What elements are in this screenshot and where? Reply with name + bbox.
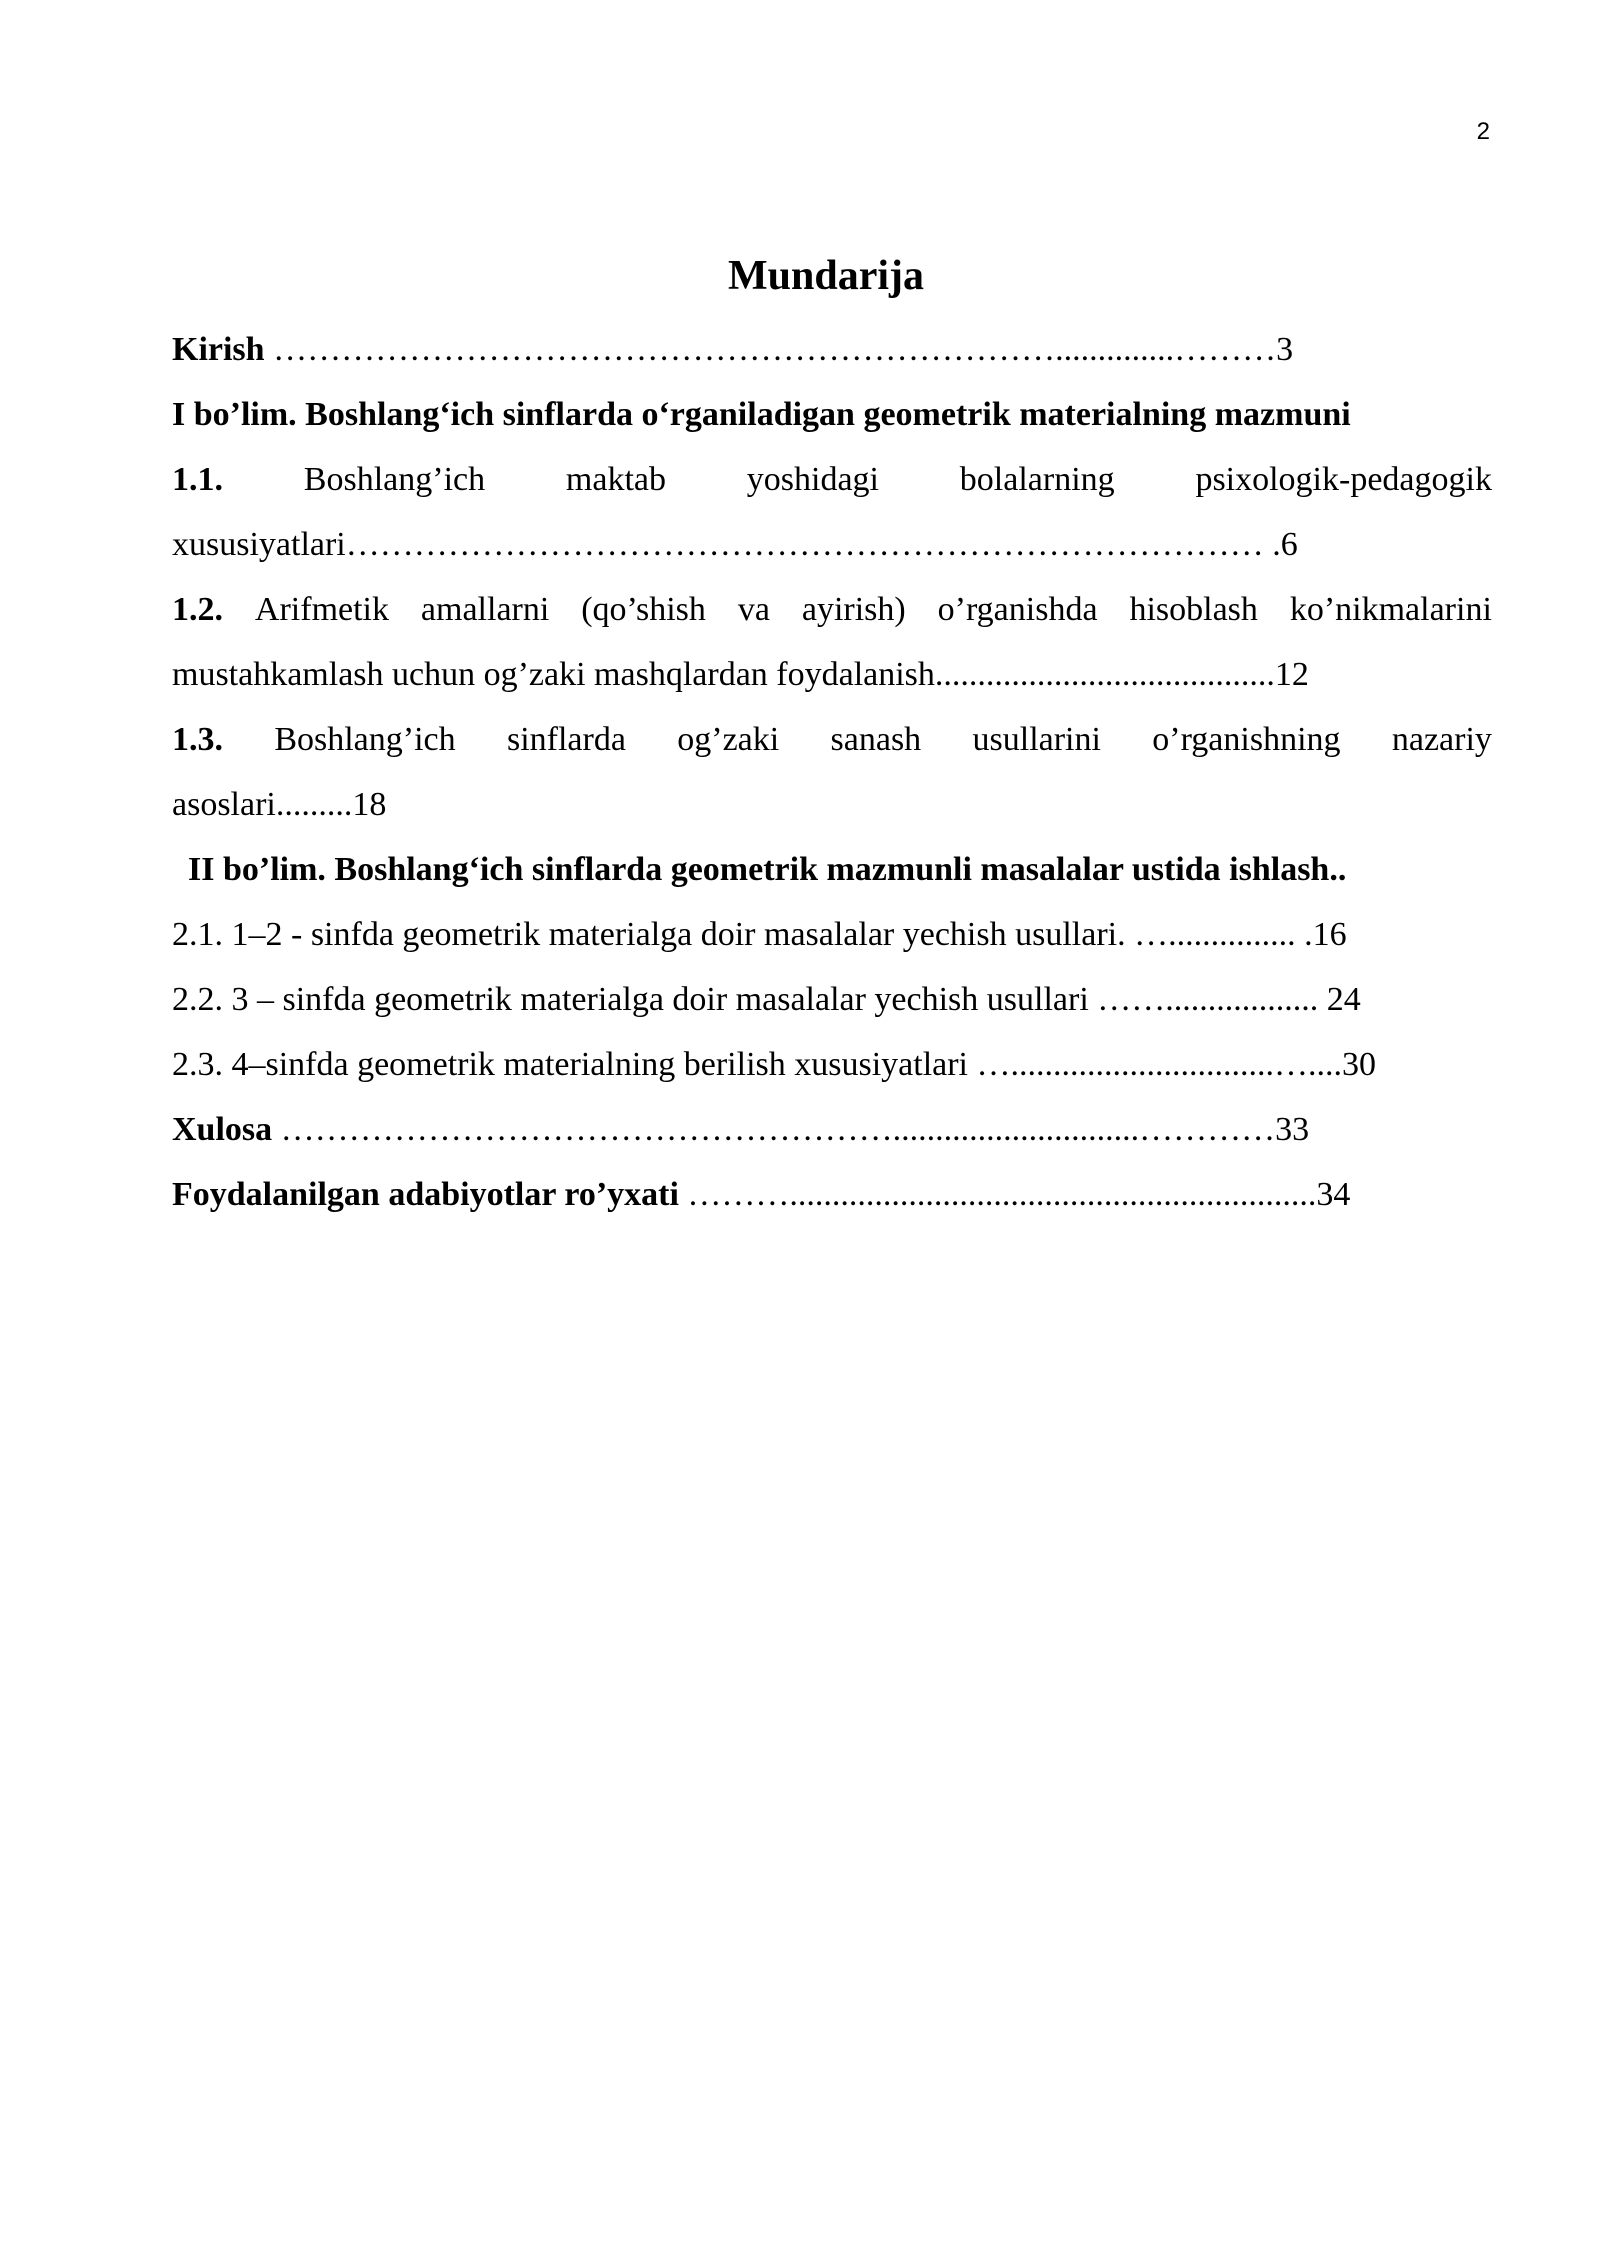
section-number: 1.3. [172, 721, 223, 758]
toc-entry-1-2[interactable] [172, 584, 1492, 649]
toc-entry-xulosa[interactable] [172, 1104, 1492, 1169]
toc-part1-heading[interactable]: I bo’lim. Boshlang‘ich sinflarda o‘rganiladigan geometrik materialning mazmuni [172, 396, 1351, 433]
toc-label: Kirish [172, 331, 265, 368]
word: va [737, 591, 770, 628]
word: sinflarda [506, 721, 626, 758]
word: yoshidagi [746, 461, 879, 498]
word: og’zaki [677, 721, 780, 758]
word: usullarini [972, 721, 1101, 758]
word: Boshlang’ich [303, 461, 486, 498]
section-number: 1.2. [172, 591, 223, 628]
word: ko’nikmalarini [1289, 591, 1492, 628]
toc-entry-1-1[interactable] [172, 454, 1492, 519]
toc-entry-1-1-continuation: xususiyatlari……………………………………………………………………… .6 [172, 526, 1298, 563]
toc-label: Foydalanilgan adabiyotlar ro’yxati [172, 1176, 679, 1213]
word: o’rganishning [1152, 721, 1341, 758]
toc-entry-2-2[interactable]: 2.2. 3 – sinfda geometrik materialga doir masalalar yechish usullari …….................. 24 [172, 981, 1361, 1018]
word: o’rganishda [937, 591, 1098, 628]
word: (qo’shish [581, 591, 706, 628]
toc-leader: ……………………………………………………………..............………3 [264, 331, 1294, 368]
toc-entry-2-3[interactable]: 2.3. 4–sinfda geometrik materialning berilish xususiyatlari …...............................…....30 [172, 1046, 1376, 1083]
page-number: 2 [1476, 118, 1490, 145]
page-title: Mundarija [727, 253, 924, 299]
word: maktab [565, 461, 666, 498]
toc-label: Xulosa [172, 1111, 273, 1148]
word: psixologik-pedagogik [1195, 461, 1492, 498]
word: Boshlang’ich [274, 721, 456, 758]
toc-entry-2-1[interactable]: 2.1. 1–2 - sinfda geometrik materialga doir masalalar yechish usullari. …............... .16 [172, 916, 1347, 953]
word: nazariy [1391, 721, 1492, 758]
toc-entry-1-2-continuation: mustahkamlash uchun og’zaki mashqlardan foydalanish........................................12 [172, 656, 1309, 693]
toc-entry-1-3-continuation: asoslari.........18 [172, 786, 387, 823]
toc-entry-1-3[interactable] [172, 714, 1492, 779]
table-of-contents [172, 324, 1492, 1234]
toc-leader: ……………………………………………….............................…………33 [272, 1111, 1310, 1148]
word: ayirish) [801, 591, 906, 628]
toc-entry-adabiyotlar[interactable] [172, 1169, 1492, 1234]
word: sanash [830, 721, 922, 758]
toc-entry-kirish[interactable] [172, 324, 1492, 389]
toc-leader: ………..............................................................34 [678, 1176, 1351, 1213]
section-number: 1.1. [172, 461, 223, 498]
word: Arifmetik [254, 591, 389, 628]
word: amallarni [420, 591, 550, 628]
word: hisoblash [1129, 591, 1258, 628]
word: bolalarning [959, 461, 1115, 498]
toc-part2-heading[interactable]: II bo’lim. Boshlang‘ich sinflarda geometrik mazmunli masalalar ustida ishlash.. [188, 851, 1347, 888]
